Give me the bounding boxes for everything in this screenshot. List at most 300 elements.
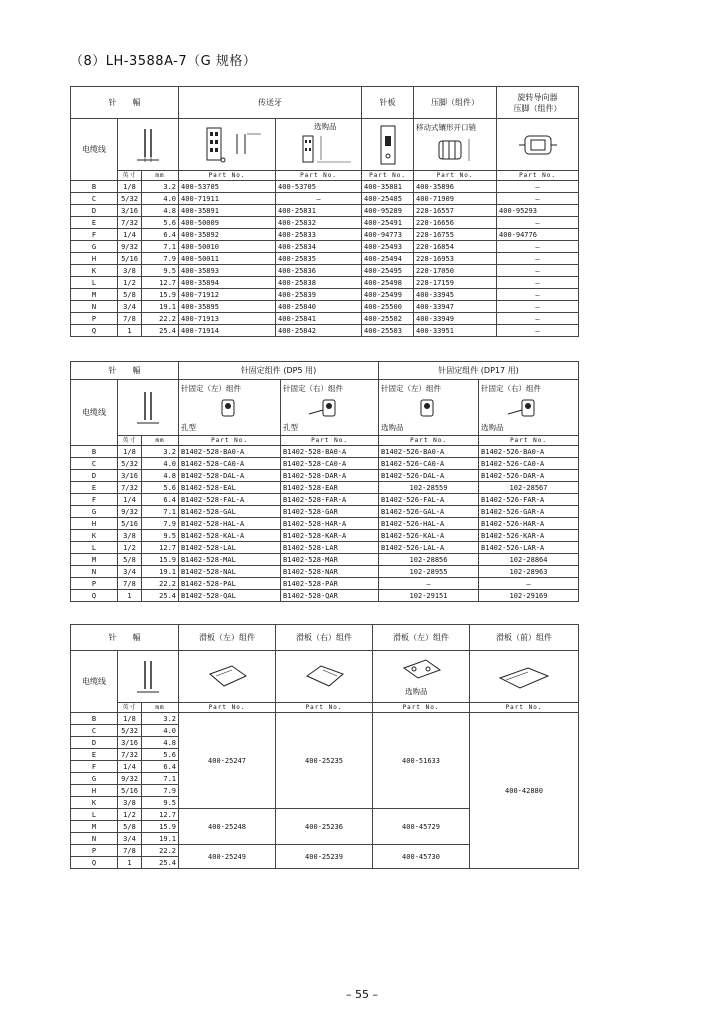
gauge-mm: 6.4 xyxy=(142,229,179,241)
table-row xyxy=(71,518,579,530)
gauge-code: H xyxy=(71,253,118,265)
part-number: 228-17050 xyxy=(414,265,497,277)
part-number: 102-28864 xyxy=(479,554,579,566)
needle-clamp-left-icon xyxy=(210,396,250,420)
part-number: 400-25500 xyxy=(362,301,414,313)
slide-plate-front-icon xyxy=(494,662,554,692)
part-no-header: Part No. xyxy=(373,703,470,713)
gauge-inch: 1/2 xyxy=(118,542,142,554)
part-no-header: Part No. xyxy=(179,171,276,181)
part-number: B1402-528-NAL xyxy=(179,566,281,578)
needle-clamp-table xyxy=(70,361,579,602)
rotary-guide-image-cell xyxy=(497,119,579,171)
part-number: 400-71912 xyxy=(179,289,276,301)
part-number: 400-71909 xyxy=(414,193,497,205)
gauge-inch: 7/8 xyxy=(118,313,142,325)
part-number: — xyxy=(497,193,579,205)
part-number: B1402-526-LAL-A xyxy=(379,542,479,554)
table-row xyxy=(71,193,579,205)
table-row xyxy=(71,590,579,602)
part-number: 400-35892 xyxy=(179,229,276,241)
gauge-inch: 7/32 xyxy=(118,749,142,761)
part-number: 102-28567 xyxy=(479,482,579,494)
table-row xyxy=(71,506,579,518)
gauge-mm: 12.7 xyxy=(142,277,179,289)
slide-left-option-image-cell xyxy=(373,651,470,703)
right-clamp-label: 针固定（右）组件 xyxy=(283,383,344,393)
gauge-inch: 1/2 xyxy=(118,277,142,289)
part-number: B1402-526-CA0-A xyxy=(479,458,579,470)
slide-left-header: 滑板（左）组件 xyxy=(179,625,276,651)
table-row xyxy=(71,277,579,289)
slide-right-header: 滑板（右）组件 xyxy=(276,625,373,651)
gauge-code: B xyxy=(71,181,118,193)
part-number: B1402-528-LAL xyxy=(179,542,281,554)
gauge-header: 针 幅 xyxy=(71,625,179,651)
table-row xyxy=(71,470,579,482)
gauge-inch: 5/8 xyxy=(118,289,142,301)
gauge-code: P xyxy=(71,313,118,325)
part-number: B1402-526-FAR-A xyxy=(479,494,579,506)
slide-right-image-cell xyxy=(276,651,373,703)
gauge-inch: 3/8 xyxy=(118,530,142,542)
inch-header: 英寸 xyxy=(118,436,142,446)
gauge-mm: 25.4 xyxy=(142,857,179,869)
inch-header: 英寸 xyxy=(118,171,142,181)
part-number: 400-33945 xyxy=(414,289,497,301)
gauge-mm: 3.2 xyxy=(142,713,179,725)
part-number: 400-25831 xyxy=(276,205,362,217)
table-row xyxy=(71,458,579,470)
part-number: 228-16953 xyxy=(414,253,497,265)
gauge-header: 针 幅 xyxy=(71,87,179,119)
gauge-code: H xyxy=(71,785,118,797)
dp17-right-clamp-cell xyxy=(479,380,579,436)
part-number: 400-50011 xyxy=(179,253,276,265)
dp5-left-clamp-cell xyxy=(179,380,281,436)
part-number: B1402-528-FAR-A xyxy=(281,494,379,506)
throat-plate-image-cell xyxy=(362,119,414,171)
gauge-inch: 3/4 xyxy=(118,566,142,578)
gauge-inch: 7/32 xyxy=(118,482,142,494)
part-no-header: Part No. xyxy=(179,703,276,713)
gauge-code: C xyxy=(71,725,118,737)
part-number: B1402-526-BA0-A xyxy=(379,446,479,458)
part-number: 400-94773 xyxy=(362,229,414,241)
part-number: 102-28963 xyxy=(479,566,579,578)
gauge-inch: 5/8 xyxy=(118,554,142,566)
gauge-code: L xyxy=(71,809,118,821)
part-number: B1402-528-FAL-A xyxy=(179,494,281,506)
part-number: 400-50010 xyxy=(179,241,276,253)
gauge-code: K xyxy=(71,797,118,809)
part-number: B1402-528-PAR xyxy=(281,578,379,590)
gauge-mm: 12.7 xyxy=(142,542,179,554)
part-number: 228-17159 xyxy=(414,277,497,289)
part-number: 400-42880 xyxy=(470,713,579,869)
gauge-code: L xyxy=(71,277,118,289)
part-number: B1402-528-NAR xyxy=(281,566,379,578)
gauge-inch: 1/2 xyxy=(118,809,142,821)
part-number: 228-16557 xyxy=(414,205,497,217)
needle-gauge-diagram xyxy=(118,380,179,436)
part-number: 400-25236 xyxy=(276,809,373,845)
part-no-header: Part No. xyxy=(179,436,281,446)
part-number: B1402-526-KAR-A xyxy=(479,530,579,542)
gauge-mm: 15.9 xyxy=(142,289,179,301)
presser-foot-header: 压脚（组件） xyxy=(414,87,497,119)
gauge-mm: 7.9 xyxy=(142,785,179,797)
needle-clamp-right-icon xyxy=(305,396,355,420)
page-title: （8）LH-3588A-7（G 规格） xyxy=(70,54,257,69)
table-row xyxy=(71,265,579,277)
gauge-mm: 9.5 xyxy=(142,797,179,809)
gauge-code: E xyxy=(71,217,118,229)
part-number: B1402-528-DAR-A xyxy=(281,470,379,482)
gauge-mm: 19.1 xyxy=(142,833,179,845)
part-number: B1402-528-BA0-A xyxy=(179,446,281,458)
part-number: B1402-528-GAR xyxy=(281,506,379,518)
gauge-code: L xyxy=(71,542,118,554)
presser-foot-image-cell xyxy=(414,119,497,171)
feed-dog-image-cell xyxy=(179,119,276,171)
gauge-inch: 7/8 xyxy=(118,845,142,857)
gauge-code: M xyxy=(71,289,118,301)
part-number: — xyxy=(497,181,579,193)
gauge-inch: 3/4 xyxy=(118,833,142,845)
gauge-code: Q xyxy=(71,325,118,337)
part-no-header: Part No. xyxy=(497,171,579,181)
gauge-mm: 25.4 xyxy=(142,325,179,337)
gauge-code: E xyxy=(71,749,118,761)
part-number: 400-45730 xyxy=(373,845,470,869)
gauge-mm: 6.4 xyxy=(142,761,179,773)
presser-foot-note: 移动式镶形开口销 xyxy=(416,123,477,132)
gauge-inch: 5/32 xyxy=(118,725,142,737)
gauge-inch: 1/8 xyxy=(118,181,142,193)
gauge-inch: 5/16 xyxy=(118,785,142,797)
part-number: — xyxy=(379,578,479,590)
part-number: 228-16656 xyxy=(414,217,497,229)
table-row xyxy=(71,325,579,337)
part-number: 400-25840 xyxy=(276,301,362,313)
mm-header: mm xyxy=(142,703,179,713)
gauge-code: F xyxy=(71,229,118,241)
part-number: B1402-526-DAL-A xyxy=(379,470,479,482)
part-number: 102-29151 xyxy=(379,590,479,602)
gauge-mm: 3.2 xyxy=(142,181,179,193)
feed-dog-table-body xyxy=(71,181,579,337)
cable-label: 电缆线 xyxy=(71,380,118,446)
feed-dog-header: 传送牙 xyxy=(179,87,362,119)
part-number: 400-53705 xyxy=(276,181,362,193)
part-number: 400-25494 xyxy=(362,253,414,265)
gauge-inch: 1 xyxy=(118,590,142,602)
part-number: 400-35881 xyxy=(362,181,414,193)
part-number: 400-33951 xyxy=(414,325,497,337)
hole-type-label: 孔型 xyxy=(181,422,197,432)
gauge-code: G xyxy=(71,241,118,253)
right-clamp-label: 针固定（右）组件 xyxy=(481,383,542,393)
part-number: 228-16854 xyxy=(414,241,497,253)
needle-gauge-diagram xyxy=(118,119,179,171)
gauge-mm: 4.8 xyxy=(142,470,179,482)
page-number: – 55 – xyxy=(346,988,378,1001)
gauge-inch: 1 xyxy=(118,325,142,337)
gauge-code: G xyxy=(71,506,118,518)
gauge-code: B xyxy=(71,446,118,458)
part-number: B1402-526-BA0-A xyxy=(479,446,579,458)
gauge-inch: 3/8 xyxy=(118,797,142,809)
gauge-mm: 6.4 xyxy=(142,494,179,506)
gauge-inch: 5/32 xyxy=(118,193,142,205)
gauge-inch: 5/16 xyxy=(118,518,142,530)
part-no-header: Part No. xyxy=(281,436,379,446)
gauge-inch: 5/8 xyxy=(118,821,142,833)
throat-plate-icon xyxy=(373,124,403,166)
gauge-code: Q xyxy=(71,857,118,869)
part-number: B1402-528-HAR-A xyxy=(281,518,379,530)
gauge-mm: 15.9 xyxy=(142,554,179,566)
part-number: 400-25841 xyxy=(276,313,362,325)
part-number: 400-94776 xyxy=(497,229,579,241)
part-number: 400-25491 xyxy=(362,217,414,229)
gauge-inch: 1/4 xyxy=(118,494,142,506)
part-number: 400-25495 xyxy=(362,265,414,277)
gauge-code: D xyxy=(71,205,118,217)
mm-header: mm xyxy=(142,436,179,446)
part-number: — xyxy=(497,289,579,301)
part-number: 400-25235 xyxy=(276,713,373,809)
part-number: — xyxy=(497,313,579,325)
part-no-header: Part No. xyxy=(276,703,373,713)
gauge-code: M xyxy=(71,821,118,833)
gauge-mm: 12.7 xyxy=(142,809,179,821)
part-number: 400-35891 xyxy=(179,205,276,217)
part-number: 400-25485 xyxy=(362,193,414,205)
part-number: B1402-526-KAL-A xyxy=(379,530,479,542)
part-number: 102-28955 xyxy=(379,566,479,578)
gauge-inch: 3/16 xyxy=(118,470,142,482)
table-row xyxy=(71,301,579,313)
gauge-mm: 5.6 xyxy=(142,482,179,494)
part-number: 400-53705 xyxy=(179,181,276,193)
gauge-code: N xyxy=(71,301,118,313)
part-number: B1402-526-GAR-A xyxy=(479,506,579,518)
part-number: B1402-526-CA0-A xyxy=(379,458,479,470)
part-number: B1402-528-LAR xyxy=(281,542,379,554)
twin-needle-icon xyxy=(133,127,163,163)
slide-plate-table-body xyxy=(71,713,579,869)
part-number: 400-25248 xyxy=(179,809,276,845)
part-number: 400-45729 xyxy=(373,809,470,845)
gauge-inch: 5/32 xyxy=(118,458,142,470)
part-no-header: Part No. xyxy=(379,436,479,446)
gauge-inch: 1 xyxy=(118,857,142,869)
twin-needle-icon xyxy=(133,659,163,695)
part-number: 400-25833 xyxy=(276,229,362,241)
rotary-guide-header: 旋转导向器 压脚（组件） xyxy=(497,87,579,119)
part-number: 400-25499 xyxy=(362,289,414,301)
option-label: 选购品 xyxy=(381,422,404,432)
part-number: B1402-528-EAL xyxy=(179,482,281,494)
part-number: — xyxy=(497,325,579,337)
gauge-mm: 4.0 xyxy=(142,725,179,737)
hole-type-label: 孔型 xyxy=(283,422,299,432)
gauge-inch: 3/4 xyxy=(118,301,142,313)
part-number: B1402-528-EAR xyxy=(281,482,379,494)
gauge-inch: 3/16 xyxy=(118,737,142,749)
table-row xyxy=(71,181,579,193)
feed-dog-table xyxy=(70,86,579,337)
part-number: 400-25835 xyxy=(276,253,362,265)
gauge-code: P xyxy=(71,578,118,590)
gauge-code: M xyxy=(71,554,118,566)
table-row xyxy=(71,217,579,229)
part-number: — xyxy=(497,277,579,289)
part-number: 400-25502 xyxy=(362,313,414,325)
feed-dog-option-icon xyxy=(281,134,357,166)
slide-left-image-cell xyxy=(179,651,276,703)
part-number: 400-71913 xyxy=(179,313,276,325)
gauge-mm: 22.2 xyxy=(142,578,179,590)
gauge-inch: 7/8 xyxy=(118,578,142,590)
gauge-inch: 9/32 xyxy=(118,506,142,518)
gauge-code: C xyxy=(71,193,118,205)
slide-plate-left-icon xyxy=(202,662,252,692)
gauge-inch: 1/8 xyxy=(118,713,142,725)
gauge-code: F xyxy=(71,761,118,773)
gauge-mm: 22.2 xyxy=(142,845,179,857)
dp5-right-clamp-cell xyxy=(281,380,379,436)
cable-label: 电缆线 xyxy=(71,651,118,713)
mm-header: mm xyxy=(142,171,179,181)
gauge-code: G xyxy=(71,773,118,785)
part-no-header: Part No. xyxy=(414,171,497,181)
gauge-mm: 7.9 xyxy=(142,253,179,265)
gauge-code: K xyxy=(71,530,118,542)
option-label: 选购品 xyxy=(481,422,504,432)
part-number: B1402-528-GAL xyxy=(179,506,281,518)
gauge-code: H xyxy=(71,518,118,530)
dp17-header: 针固定组件 (DP17 用) xyxy=(379,362,579,380)
inch-header: 英寸 xyxy=(118,703,142,713)
gauge-mm: 7.1 xyxy=(142,241,179,253)
part-number: B1402-526-LAR-A xyxy=(479,542,579,554)
gauge-inch: 9/32 xyxy=(118,773,142,785)
slide-front-header: 滑板（前）组件 xyxy=(470,625,579,651)
part-number: B1402-528-CA0-A xyxy=(281,458,379,470)
gauge-mm: 7.9 xyxy=(142,518,179,530)
table-row xyxy=(71,494,579,506)
part-number: 400-25249 xyxy=(179,845,276,869)
gauge-code: Q xyxy=(71,590,118,602)
part-number: B1402-528-CA0-A xyxy=(179,458,281,470)
gauge-code: F xyxy=(71,494,118,506)
part-number: B1402-528-QAL xyxy=(179,590,281,602)
part-number: 400-50009 xyxy=(179,217,276,229)
part-number: — xyxy=(497,241,579,253)
part-number: B1402-528-KAL-A xyxy=(179,530,281,542)
part-number: 400-25498 xyxy=(362,277,414,289)
gauge-inch: 3/16 xyxy=(118,205,142,217)
part-number: 400-25839 xyxy=(276,289,362,301)
part-number: 400-71914 xyxy=(179,325,276,337)
part-number: 400-25832 xyxy=(276,217,362,229)
part-number: 102-29169 xyxy=(479,590,579,602)
part-number: B1402-528-QAR xyxy=(281,590,379,602)
gauge-code: D xyxy=(71,737,118,749)
part-number: 400-25842 xyxy=(276,325,362,337)
gauge-mm: 4.0 xyxy=(142,458,179,470)
table-row xyxy=(71,313,579,325)
part-number: B1402-528-DAL-A xyxy=(179,470,281,482)
gauge-code: K xyxy=(71,265,118,277)
part-number: B1402-528-BA0-A xyxy=(281,446,379,458)
gauge-mm: 25.4 xyxy=(142,590,179,602)
needle-clamp-table-body xyxy=(71,446,579,602)
part-number: B1402-526-GAL-A xyxy=(379,506,479,518)
part-number: B1402-526-DAR-A xyxy=(479,470,579,482)
gauge-inch: 1/4 xyxy=(118,229,142,241)
gauge-code: N xyxy=(71,566,118,578)
dp5-header: 针固定组件 (DP5 用) xyxy=(179,362,379,380)
part-number: 102-28559 xyxy=(379,482,479,494)
needle-clamp-left-icon xyxy=(409,396,449,420)
part-number: 400-35895 xyxy=(179,301,276,313)
table-row xyxy=(71,241,579,253)
part-number: B1402-526-HAR-A xyxy=(479,518,579,530)
part-number: 400-25838 xyxy=(276,277,362,289)
gauge-mm: 7.1 xyxy=(142,773,179,785)
part-number: 400-25836 xyxy=(276,265,362,277)
gauge-mm: 9.5 xyxy=(142,530,179,542)
gauge-mm: 4.0 xyxy=(142,193,179,205)
gauge-code: B xyxy=(71,713,118,725)
table-row xyxy=(71,578,579,590)
twin-needle-icon xyxy=(133,390,163,426)
part-number: — xyxy=(497,265,579,277)
table-row xyxy=(71,554,579,566)
part-number: — xyxy=(276,193,362,205)
part-number: 400-95293 xyxy=(497,205,579,217)
gauge-mm: 19.1 xyxy=(142,301,179,313)
option-label: 选购品 xyxy=(405,687,428,696)
table-row xyxy=(71,289,579,301)
gauge-mm: 4.8 xyxy=(142,205,179,217)
gauge-mm: 5.6 xyxy=(142,749,179,761)
left-clamp-label: 针固定（左）组件 xyxy=(181,383,242,393)
part-number: 400-25503 xyxy=(362,325,414,337)
part-number: B1402-526-FAL-A xyxy=(379,494,479,506)
part-number: 228-16755 xyxy=(414,229,497,241)
table-row xyxy=(71,566,579,578)
needle-clamp-right-icon xyxy=(504,396,554,420)
gauge-inch: 3/8 xyxy=(118,265,142,277)
part-number: 400-25247 xyxy=(179,713,276,809)
part-number: — xyxy=(497,217,579,229)
left-clamp-label: 针固定（左）组件 xyxy=(381,383,442,393)
gauge-mm: 19.1 xyxy=(142,566,179,578)
part-number: B1402-528-MAL xyxy=(179,554,281,566)
dp17-left-clamp-cell xyxy=(379,380,479,436)
needle-gauge-diagram xyxy=(118,651,179,703)
gauge-mm: 7.1 xyxy=(142,506,179,518)
gauge-code: N xyxy=(71,833,118,845)
part-no-header: Part No. xyxy=(276,171,362,181)
slide-plate-right-icon xyxy=(299,662,349,692)
gauge-code: C xyxy=(71,458,118,470)
